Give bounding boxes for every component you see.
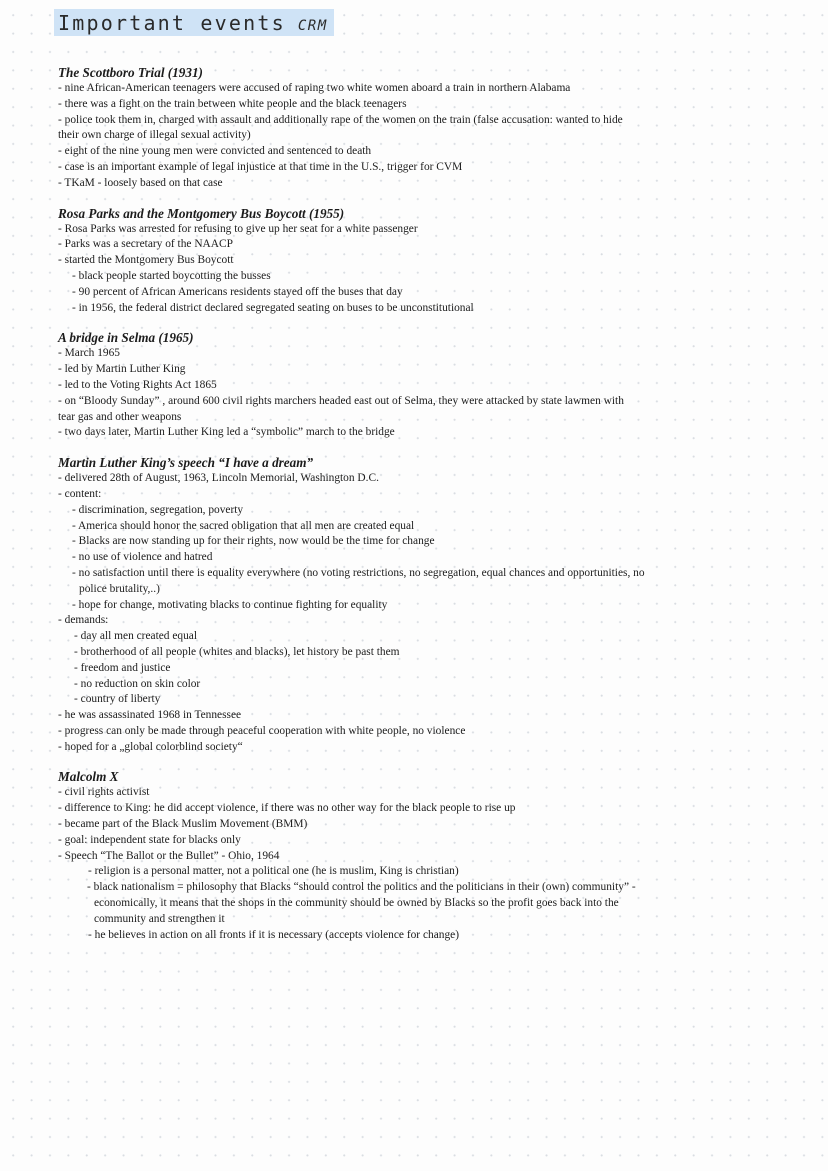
- bullet-line: - goal: independent state for blacks only: [58, 833, 241, 846]
- sub-bullet-line: - day all men created equal: [74, 630, 198, 643]
- section-malcolm-x: [58, 768, 698, 943]
- sub-bullet-line: - no reduction on skin color: [74, 677, 201, 690]
- sub-bullet-line: - no satisfaction until there is equality everywhere (no voting restrictions, no segregation, equal chances and opportunities, no police brutality,..): [72, 566, 645, 595]
- bullet-line: - delivered 28th of August, 1963, Lincoln Memorial, Washington D.C.: [58, 472, 379, 485]
- bullet-line: - led by Martin Luther King: [58, 363, 186, 376]
- section-heading: Malcolm X: [58, 769, 119, 785]
- section-heading: Rosa Parks and the Montgomery Bus Boycott (1955): [58, 205, 345, 221]
- bullet-line: - Rosa Parks was arrested for refusing to give up her seat for a white passenger: [58, 222, 418, 235]
- sub-bullet-line: - 90 percent of African Americans residents stayed off the buses that day: [72, 285, 403, 298]
- notes-content: [58, 64, 698, 956]
- bullet-line: - progress can only be made through peaceful cooperation with white people, no violence: [58, 724, 466, 737]
- sub-bullet-line: - Blacks are now standing up for their rights, now would be the time for change: [72, 535, 435, 548]
- bullet-line: - on “Bloody Sunday” , around 600 civil rights marchers headed east out of Selma, they were attacked by state lawmen with tear gas and other weapons: [58, 394, 624, 423]
- sub-bullet-line: - black people started boycotting the busses: [72, 269, 271, 282]
- bullet-line: - started the Montgomery Bus Boycott: [58, 254, 234, 267]
- bullet-line: - demands:: [58, 614, 109, 627]
- sub-bullet-line: - hope for change, motivating blacks to continue fighting for equality: [72, 598, 388, 611]
- bullet-line: - led to the Voting Rights Act 1865: [58, 378, 217, 391]
- section-selma-bridge: [58, 329, 698, 441]
- bullet-line: - difference to King: he did accept violence, if there was no other way for the black people to rise up: [58, 802, 516, 815]
- sub-bullet-line: - America should honor the sacred obligation that all men are created equal: [72, 519, 415, 532]
- bullet-line: - Speech “The Ballot or the Bullet” - Ohio, 1964: [58, 849, 280, 862]
- bullet-line: - March 1965: [58, 347, 120, 360]
- sub-bullet-line: - religion is a personal matter, not a political one (he is muslim, King is christian): [88, 865, 459, 878]
- sub-bullet-line: - freedom and justice: [74, 661, 171, 674]
- bullet-line: - case is an important example of legal injustice at that time in the U.S., trigger for CVM: [58, 160, 463, 173]
- section-mlk-speech: [58, 454, 698, 755]
- page-title-highlight: [54, 9, 334, 36]
- section-heading: Martin Luther King’s speech “I have a dream”: [58, 455, 314, 471]
- section-heading: The Scottboro Trial (1931): [58, 65, 203, 80]
- bullet-line: - two days later, Martin Luther King led a “symbolic” march to the bridge: [58, 426, 395, 439]
- bullet-line: - he was assassinated 1968 in Tennessee: [58, 709, 242, 722]
- bullet-line: - TKaM - loosely based on that case: [58, 176, 223, 189]
- sub-bullet-line: - he believes in action on all fronts if it is necessary (accepts violence for change): [88, 928, 459, 941]
- sub-bullet-line: - no use of violence and hatred: [72, 551, 213, 564]
- page-title: [58, 11, 328, 35]
- sub-bullet-line: - black nationalism = philosophy that Blacks “should control the politics and the politicians in their (own) community” - economically, it means that the shops in the community should be owned by Blacks so the profit goes back into the community and strengthen it: [87, 881, 636, 925]
- bullet-line: - there was a fight on the train between white people and the black teenagers: [58, 97, 407, 110]
- sub-bullet-line: - discrimination, segregation, poverty: [72, 503, 244, 516]
- bullet-line: - nine African-American teenagers were accused of raping two white women aboard a train in northern Alabama: [58, 82, 571, 94]
- bullet-line: - police took them in, charged with assault and additionally rape of the women on the train (false accusation: wanted to hide their own charge of illegal sexual activity): [58, 113, 623, 142]
- bullet-line: - civil rights activist: [58, 786, 150, 799]
- page-title-text: Important events: [58, 10, 286, 35]
- section-rosa-parks: [58, 205, 698, 317]
- sub-bullet-line: - country of liberty: [74, 693, 161, 706]
- bullet-line: - eight of the nine young men were convicted and sentenced to death: [58, 145, 372, 158]
- page-title-tag: CRM: [297, 17, 328, 34]
- bullet-line: - hoped for a „global colorblind society“: [58, 740, 243, 753]
- bullet-line: - Parks was a secretary of the NAACP: [58, 238, 233, 251]
- section-scottsboro-trial: [58, 64, 698, 192]
- bullet-line: - became part of the Black Muslim Movement (BMM): [58, 818, 308, 831]
- bullet-line: - content:: [58, 487, 102, 500]
- sub-bullet-line: - brotherhood of all people (whites and blacks), let history be past them: [74, 645, 400, 658]
- sub-bullet-line: - in 1956, the federal district declared segregated seating on buses to be unconstitutional: [72, 301, 474, 314]
- section-heading: A bridge in Selma (1965): [58, 330, 194, 346]
